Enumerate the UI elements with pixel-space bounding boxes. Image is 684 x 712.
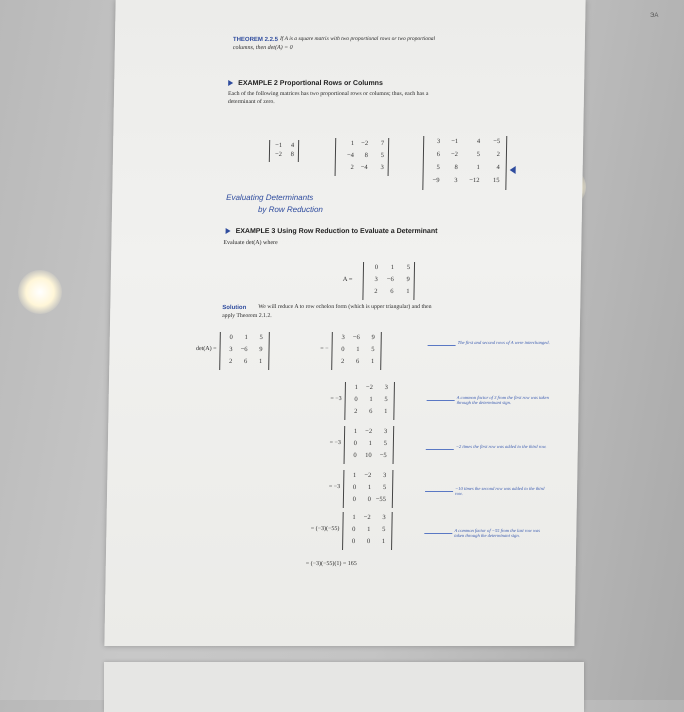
matrix-entry: 1 (353, 428, 358, 435)
solution-label: Solution (222, 305, 247, 311)
matrix-entry: 3 (229, 346, 233, 353)
matrix-entry: 6 (369, 408, 373, 415)
matrix-entry: 1 (354, 384, 358, 391)
textbook-page (104, 0, 585, 646)
annotation-line (428, 345, 456, 346)
matrix-entry: 1 (368, 440, 372, 447)
example2-body2: determinant of zero. (227, 99, 275, 105)
determinant-matrix (343, 470, 394, 508)
blue-arrow-icon (510, 166, 516, 174)
example3-marker-icon (226, 228, 231, 234)
matrix-entry: 5 (384, 396, 388, 403)
matrix-entry: 2 (229, 358, 233, 365)
section-title-line2: by Row Reduction (257, 205, 323, 214)
matrix-entry: 3 (341, 334, 345, 341)
matrix-entry: −5 (379, 452, 387, 459)
matrix-entry: 3 (384, 384, 388, 391)
theorem-number: THEOREM 2.2.5 (232, 37, 279, 43)
matrix-entry: 0 (351, 538, 356, 545)
matrix-entry: −2 (365, 384, 373, 391)
matrix-entry: 0 (352, 526, 356, 533)
matrix-entry: 3 (383, 428, 388, 435)
light-glare-left (18, 270, 62, 314)
matrix-entry: 5 (383, 440, 387, 447)
matrix-entry: 2 (341, 358, 345, 365)
step-prefix: det(A) = (195, 346, 217, 352)
annotation-line (426, 449, 454, 450)
matrix-entry: 2 (354, 408, 358, 415)
matrix-entry: 5 (371, 346, 375, 353)
matrix-entry: 0 (353, 440, 357, 447)
matrix-entry: 0 (352, 496, 356, 503)
final-result: = (−3)(−55)(1) = 165 (305, 561, 357, 567)
matrix-2x2: −1 4 −2 8 (269, 140, 299, 162)
matrix-entry: 0 (352, 484, 357, 491)
matrix-entry: 1 (352, 514, 356, 521)
example2-body1: Each of the following matrices has two proportional rows or columns; thus, each has a (227, 91, 429, 97)
matrix-entry: 5 (382, 526, 386, 533)
matrix-entry: 0 (366, 538, 371, 545)
solution-line1: We will reduce A to row echelon form (which is upper triangular) and then (258, 304, 432, 310)
matrix-entry: 1 (384, 408, 388, 415)
determinant-matrix (344, 426, 395, 464)
step-annotation: A common factor of 3 from the first row was taken through the determinant sign. (456, 395, 549, 405)
example2-marker-icon (228, 80, 233, 86)
matrix-entry: 0 (229, 334, 233, 341)
matrix-entry: 0 (353, 452, 357, 459)
example2-title: EXAMPLE 2 Proportional Rows or Columns (238, 80, 383, 87)
determinant-matrix (342, 512, 393, 550)
matrix-entry: 1 (259, 358, 263, 365)
annotation-line (425, 491, 453, 492)
step-prefix: = −3 (329, 440, 341, 446)
matrix-entry: 9 (259, 346, 263, 353)
matrix-entry: 6 (356, 358, 360, 365)
matrix-A: 0 1 5 3 −6 9 2 6 1 (362, 262, 415, 300)
step-prefix: = −3 (328, 484, 341, 490)
matrix-entry: 5 (259, 334, 263, 341)
annotation-line (424, 533, 452, 534)
matrix-entry: 0 (354, 396, 358, 403)
step-prefix: = − (320, 346, 329, 352)
matrix-A-label: A = (342, 276, 353, 283)
step-annotation: The first and second rows of A were interchanged. (457, 340, 550, 345)
theorem-line1: If A is a square matrix with two proportional rows or two proportional (279, 36, 436, 42)
determinant-matrix (331, 332, 382, 370)
matrix-entry: 1 (367, 484, 372, 491)
matrix-entry: 5 (382, 484, 387, 491)
matrix-entry: 1 (244, 334, 248, 341)
matrix-entry: 3 (382, 514, 386, 521)
theorem-line2: columns, then det(A) = 0 (232, 45, 293, 51)
step-annotation: A common factor of −55 from the last row was taken through the determinant sign. (454, 528, 541, 538)
matrix-entry: 3 (383, 472, 387, 479)
matrix-entry: 6 (244, 358, 248, 365)
matrix-entry: −55 (375, 496, 386, 503)
matrix-entry: 1 (369, 396, 373, 403)
matrix-entry: 10 (365, 452, 372, 459)
matrix-entry: 1 (353, 472, 357, 479)
determinant-matrix (344, 382, 395, 420)
step-annotation: −2 times the first row was added to the third row. (455, 444, 547, 449)
matrix-entry: −6 (352, 334, 360, 341)
matrix-3x3: 1 −2 7 −4 8 5 2 −4 3 (335, 138, 390, 176)
step-annotation: −10 times the second row was added to the third row. (454, 486, 545, 496)
matrix-entry: 1 (356, 346, 360, 353)
matrix-entry: −2 (364, 472, 372, 479)
next-page (104, 662, 584, 712)
matrix-entry: 9 (371, 334, 375, 341)
matrix-entry: −6 (240, 346, 248, 353)
section-title-line1: Evaluating Determinants (226, 193, 314, 202)
matrix-entry: 1 (381, 538, 386, 545)
matrix-entry: 1 (371, 358, 375, 365)
determinant-matrix (219, 332, 270, 370)
annotation-line (427, 400, 455, 401)
matrix-entry: 1 (367, 526, 371, 533)
matrix-entry: 0 (341, 346, 345, 353)
matrix-entry: −2 (363, 514, 371, 521)
matrix-4x4: 3 −1 4 −5 6 −2 5 2 5 8 1 4 −9 3 −12 15 (422, 136, 507, 190)
step-prefix: = −3 (330, 396, 342, 402)
step-prefix: = (−3)(−55) (310, 526, 340, 532)
matrix-entry: 0 (367, 496, 371, 503)
example3-title: EXAMPLE 3 Using Row Reduction to Evaluate a Determinant (235, 228, 438, 235)
example3-body: Evaluate det(A) where (223, 240, 278, 246)
solution-line2: apply Theorem 2.1.2. (222, 313, 272, 319)
matrix-entry: −2 (365, 428, 373, 435)
corner-mark: ЭА (650, 13, 659, 19)
